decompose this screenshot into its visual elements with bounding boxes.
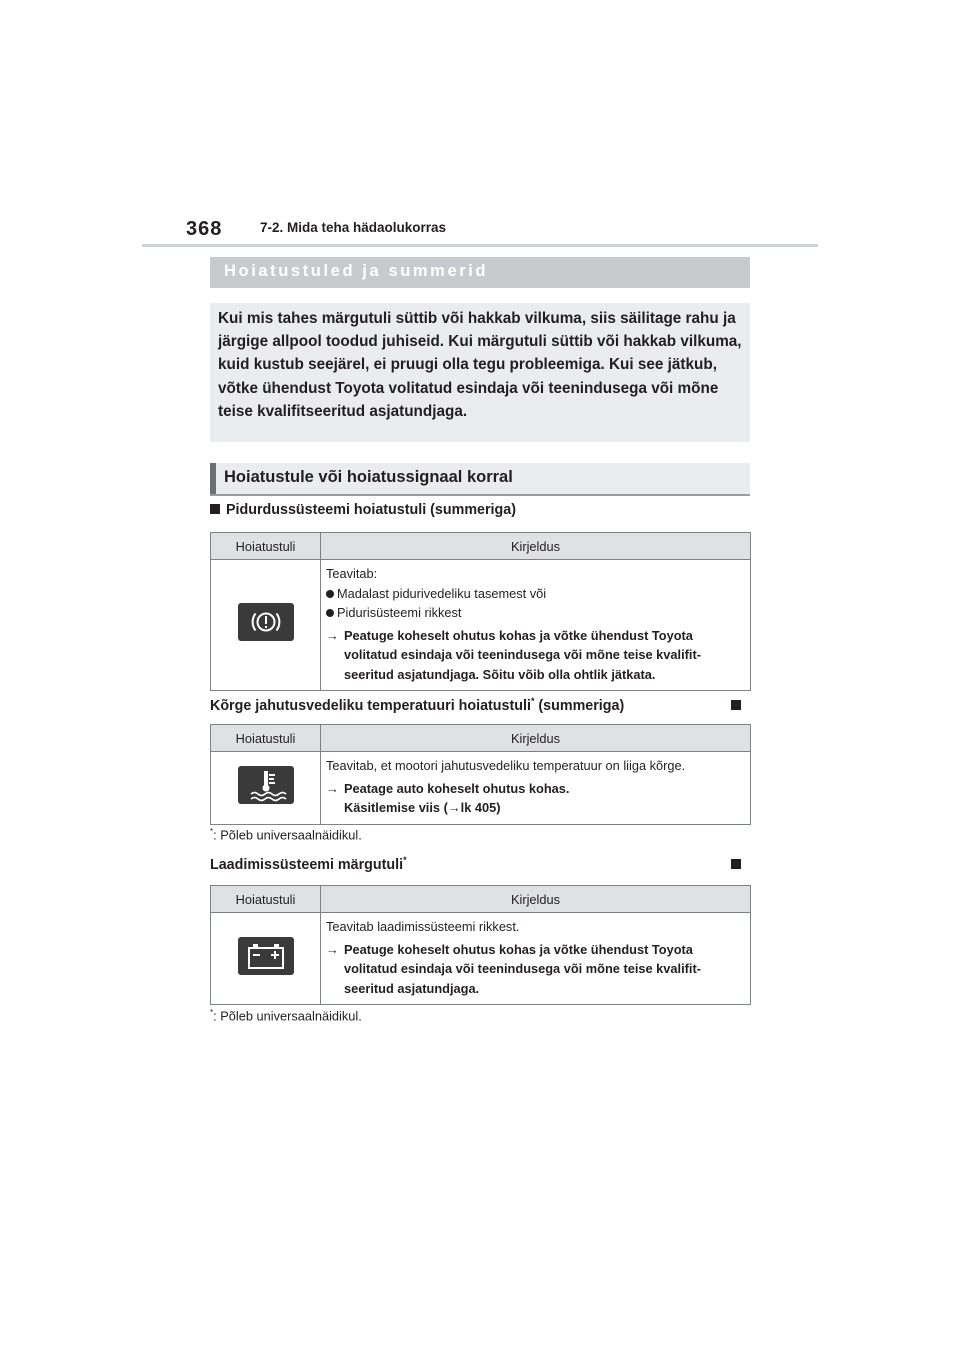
- footnote: [210, 827, 362, 842]
- square-bullet-icon: [731, 700, 741, 710]
- coolant-topic-text: Kõrge jahutusvedeliku temperatuuri hoiatustuli: [210, 697, 531, 714]
- charging-topic-title: [210, 855, 407, 873]
- description-cell: [321, 913, 751, 1005]
- icon-cell: [211, 560, 321, 691]
- footnote-mark: *: [210, 1008, 214, 1017]
- icon-cell: [211, 913, 321, 1005]
- footnote-mark: *: [210, 827, 214, 836]
- coolant-action: [326, 779, 748, 818]
- brake-action: → Peatuge koheselt ohutus kohas ja võtke ühendust Toyota volitatud esindaja või teenindusega või mõne teise kvalifit-seeritud asjatundjaga. Sõitu võib olla ohtlik jätkata.: [326, 626, 748, 685]
- table-row: [211, 560, 751, 691]
- column-header-light: Hoiatustuli: [211, 533, 321, 560]
- description-cell: [321, 752, 751, 825]
- brake-warning-icon: [238, 603, 294, 641]
- charging-action: → Peatuge koheselt ohutus kohas ja võtke ühendust Toyota volitatud esindaja või teenindusega või mõne teise kvalifit-seeritud asjatundjaga.: [326, 940, 748, 999]
- column-header-description: Kirjeldus: [321, 886, 751, 913]
- coolant-action-line2-start: Käsitlemise viis (: [344, 800, 448, 815]
- charging-topic-text: Laadimissüsteemi märgutuli: [210, 856, 404, 873]
- column-header-description: Kirjeldus: [321, 725, 751, 752]
- column-header-description: Kirjeldus: [321, 533, 751, 560]
- subheading-title: Hoiatustule või hoiatussignaal korral: [224, 468, 513, 486]
- coolant-topic-title: [210, 696, 624, 714]
- section-path: 7-2. Mida teha hädaolukorras: [260, 220, 447, 235]
- intro-text: Kui mis tahes märgutuli süttib või hakkab vilkuma, siis säilitage rahu ja järgige allpool toodud juhiseid. Kui märgutuli süttib või hakkab vilkuma, kuid kustub seejärel, ei pruugi olla tegu probleemiga. Kui see jätkub, võtke ühendust Toyota volitatud esindaja või teenindusega või mõne teise kvalifitseeritud asjatundjaga.: [218, 310, 742, 420]
- table-row: [211, 752, 751, 825]
- square-bullet-icon: [731, 859, 741, 869]
- footnote-text: : Põleb universaalnäidikul.: [213, 1008, 362, 1024]
- section-banner-title: Hoiatustuled ja summerid: [224, 262, 489, 280]
- page-number: 368: [186, 218, 223, 240]
- column-header-light: Hoiatustuli: [211, 725, 321, 752]
- brake-topic-text: Pidurdussüsteemi hoiatustuli (summeriga): [226, 502, 516, 518]
- header-divider: [142, 244, 818, 247]
- coolant-temperature-icon: [238, 766, 294, 804]
- brake-warning-table: [210, 532, 751, 691]
- column-header-light: Hoiatustuli: [211, 886, 321, 913]
- footnote: [210, 1008, 362, 1023]
- intro-box: [210, 303, 750, 442]
- coolant-topic-suffix: (summeriga): [534, 697, 625, 714]
- footnote-mark: *: [530, 696, 535, 706]
- coolant-action-line2: [344, 798, 748, 818]
- coolant-action-line2-end: lk 405): [460, 800, 501, 815]
- footnote-mark: *: [403, 855, 407, 865]
- charging-intro: Teavitab laadimissüsteemi rikkest.: [326, 919, 520, 934]
- subheading: [210, 463, 750, 496]
- square-bullet-icon: [210, 504, 220, 514]
- table-header-row: [211, 725, 751, 752]
- table-row: [211, 913, 751, 1005]
- coolant-action-line1: → Peatage auto koheselt ohutus kohas.: [344, 780, 570, 796]
- coolant-warning-table: [210, 724, 751, 825]
- brake-intro: Teavitab:: [326, 566, 378, 581]
- brake-topic-title: [210, 502, 516, 518]
- charging-warning-table: [210, 885, 751, 1005]
- table-header-row: [211, 533, 751, 560]
- coolant-intro: Teavitab, et mootori jahutusvedeliku temperatuur on liiga kõrge.: [326, 758, 686, 773]
- subheading-bar: [210, 463, 216, 494]
- battery-icon: [238, 937, 294, 975]
- list-item: Pidurisüsteemi rikkest: [326, 603, 748, 623]
- section-banner: [210, 257, 750, 288]
- list-item: Madalast pidurivedeliku tasemest või: [326, 584, 748, 604]
- icon-cell: [211, 752, 321, 825]
- description-cell: [321, 560, 751, 691]
- footnote-text: : Põleb universaalnäidikul.: [213, 827, 362, 843]
- arrow-icon: →: [447, 800, 461, 815]
- table-header-row: [211, 886, 751, 913]
